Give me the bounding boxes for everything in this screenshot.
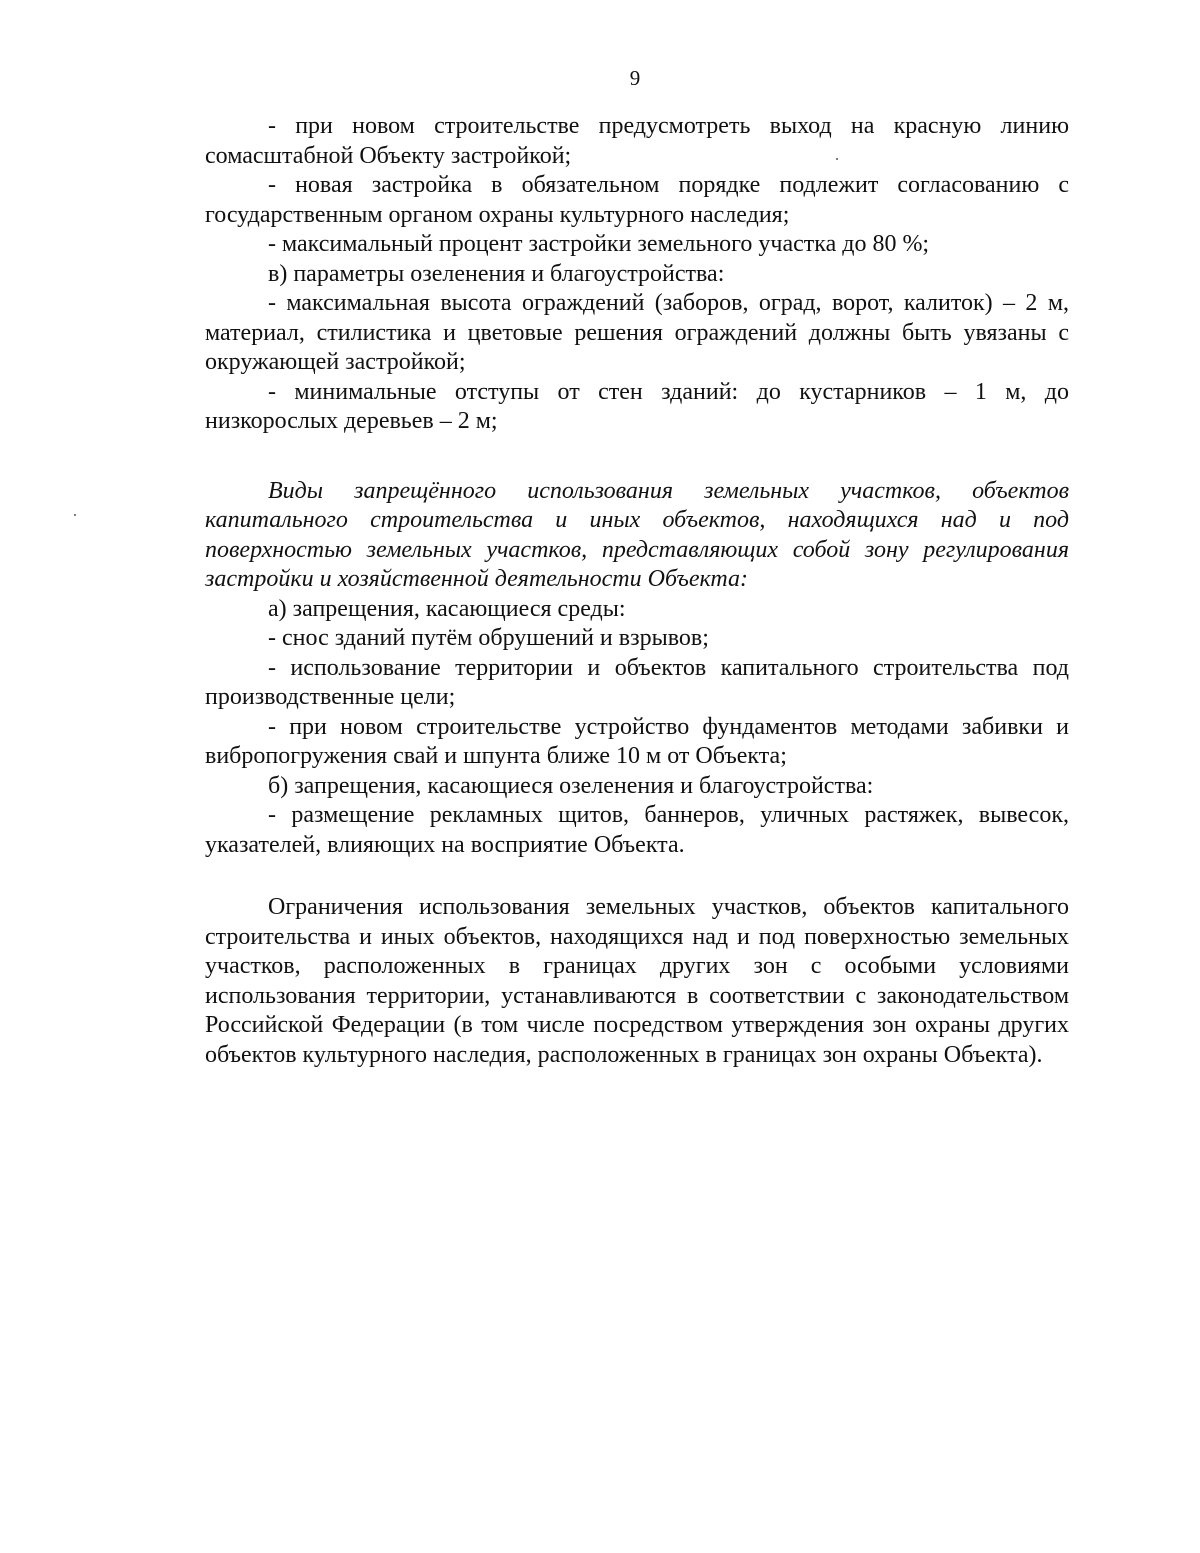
paragraph: - размещение рекламных щитов, баннеров, уличных растяжек, вывесок, указателей, влияющих на восприятие Объекта.	[205, 802, 1069, 858]
scan-artifact	[836, 158, 838, 160]
page-number: 9	[629, 66, 641, 90]
section-heading: Виды запрещённого использования земельных участков, объектов капитального строительства и иных объектов, находящихся над и под поверхностью земельных участков, представляющих собой зону регулирования застройки и хозяйственной деятельности Объекта:	[205, 477, 1069, 592]
paragraph: - снос зданий путём обрушений и взрывов;	[268, 625, 709, 651]
paragraph: - максимальная высота ограждений (заборов, оград, ворот, калиток) – 2 м, материал, стилистика и цветовые решения ограждений должны быть увязаны с окружающей застройкой;	[205, 290, 1069, 375]
paragraph: - при новом строительстве устройство фундаментов методами забивки и вибропогружения свай и шпунта ближе 10 м от Объекта;	[205, 713, 1069, 769]
paragraph: Ограничения использования земельных участков, объектов капитального строительства и иных объектов, находящихся над и под поверхностью земельных участков, расположенных в границах других зон с особыми условиями использования территории, устанавливаются в соответствии с законодательством Российской Федерации (в том числе посредством утверждения зон охраны других объектов культурного наследия, расположенных в границах зон охраны Объекта).	[205, 894, 1069, 1068]
document-body	[205, 112, 1069, 1070]
paragraph: - новая застройка в обязательном порядке подлежит согласованию с государственным органом охраны культурного наследия;	[205, 172, 1069, 228]
paragraph: - минимальные отступы от стен зданий: до кустарников – 1 м, до низкорослых деревьев – 2 м;	[205, 378, 1069, 434]
paragraph: в) параметры озеленения и благоустройства:	[268, 260, 725, 287]
paragraph: - максимальный процент застройки земельного участка до 80 %;	[268, 231, 930, 257]
paragraph: - использование территории и объектов капитального строительства под производственные цели;	[205, 654, 1069, 710]
scan-artifact	[74, 514, 76, 516]
paragraph: - при новом строительстве предусмотреть выход на красную линию сомасштабной Объекту застройкой;	[205, 113, 1069, 169]
paragraph: б) запрещения, касающиеся озеленения и благоустройства:	[268, 772, 874, 799]
paragraph: а) запрещения, касающиеся среды:	[268, 595, 626, 622]
